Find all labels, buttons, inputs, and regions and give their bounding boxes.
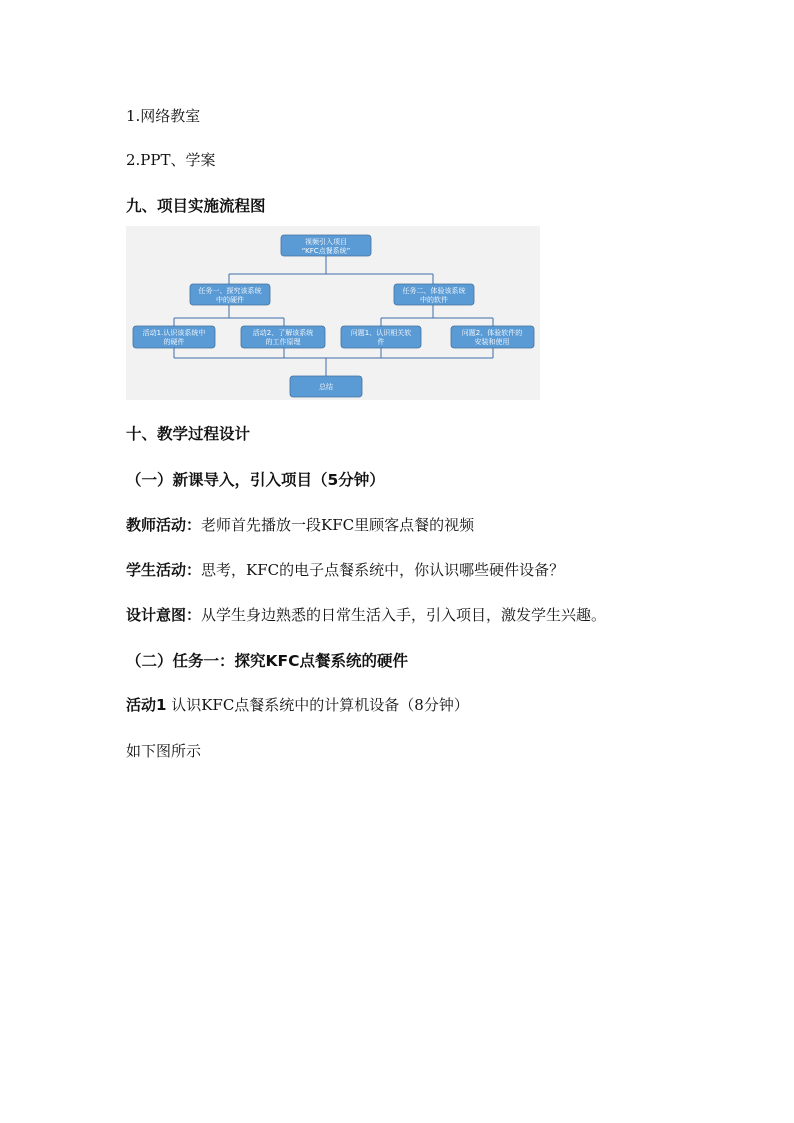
teacher-activity-text: 老师首先播放一段KFC里顾客点餐的视频	[201, 516, 475, 534]
box-task2-line2: 中的软件	[420, 296, 448, 304]
box-summary-label: 总结	[319, 383, 333, 391]
box-task2-line1: 任务二、体验该系统	[402, 287, 466, 295]
box-task1-line2: 中的硬件	[216, 296, 244, 304]
box-question2-line1: 问题2、体验软件的	[461, 329, 523, 337]
paragraph-student-activity	[126, 560, 564, 580]
box-task1-line1: 任务一、探究该系统	[198, 287, 262, 295]
box-activity1-line1: 活动1.认识该系统中	[142, 329, 206, 337]
subheading-new-lesson-intro: （一）新课导入，引入项目（5分钟）	[126, 471, 385, 489]
subheading-task-one: （二）任务一：探究KFC点餐系统的硬件	[126, 652, 408, 670]
project-flowchart	[126, 226, 540, 400]
paragraph-activity-one	[126, 695, 469, 715]
box-question1-line2: 件	[377, 338, 385, 346]
list-item-ppt-worksheet: 2.PPT、学案	[126, 151, 216, 169]
box-activity2-line1: 活动2、了解该系统	[252, 329, 314, 337]
activity-one-label: 活动1	[126, 696, 167, 714]
student-activity-label: 学生活动：	[126, 561, 202, 579]
student-activity-text: 思考，KFC的电子点餐系统中，你认识哪些硬件设备？	[201, 561, 565, 579]
flowchart-diagram	[126, 226, 540, 400]
box-root-line2: “KFC点餐系统”	[301, 247, 351, 255]
paragraph-as-shown: 如下图所示	[126, 742, 202, 760]
list-item-network-classroom: 1.网络教室	[126, 107, 201, 125]
design-intent-text: 从学生身边熟悉的日常生活入手，引入项目，激发学生兴趣。	[201, 606, 607, 624]
paragraph-design-intent	[126, 605, 606, 625]
paragraph-teacher-activity	[126, 515, 474, 535]
box-activity2-line2: 的工作原理	[265, 338, 301, 346]
box-question1-line1: 问题1、认识相关软	[350, 329, 412, 337]
section-heading-teaching-process: 十、教学过程设计	[126, 425, 251, 443]
activity-one-text: 认识KFC点餐系统中的计算机设备（8分钟）	[166, 696, 469, 714]
section-heading-flowchart: 九、项目实施流程图	[126, 197, 266, 215]
design-intent-label: 设计意图：	[126, 606, 202, 624]
box-question2-line2: 安装和使用	[474, 338, 510, 346]
box-root-line1: 视频引入项目	[305, 238, 347, 246]
box-activity1-line2: 的硬件	[163, 338, 185, 346]
teacher-activity-label: 教师活动：	[126, 516, 202, 534]
